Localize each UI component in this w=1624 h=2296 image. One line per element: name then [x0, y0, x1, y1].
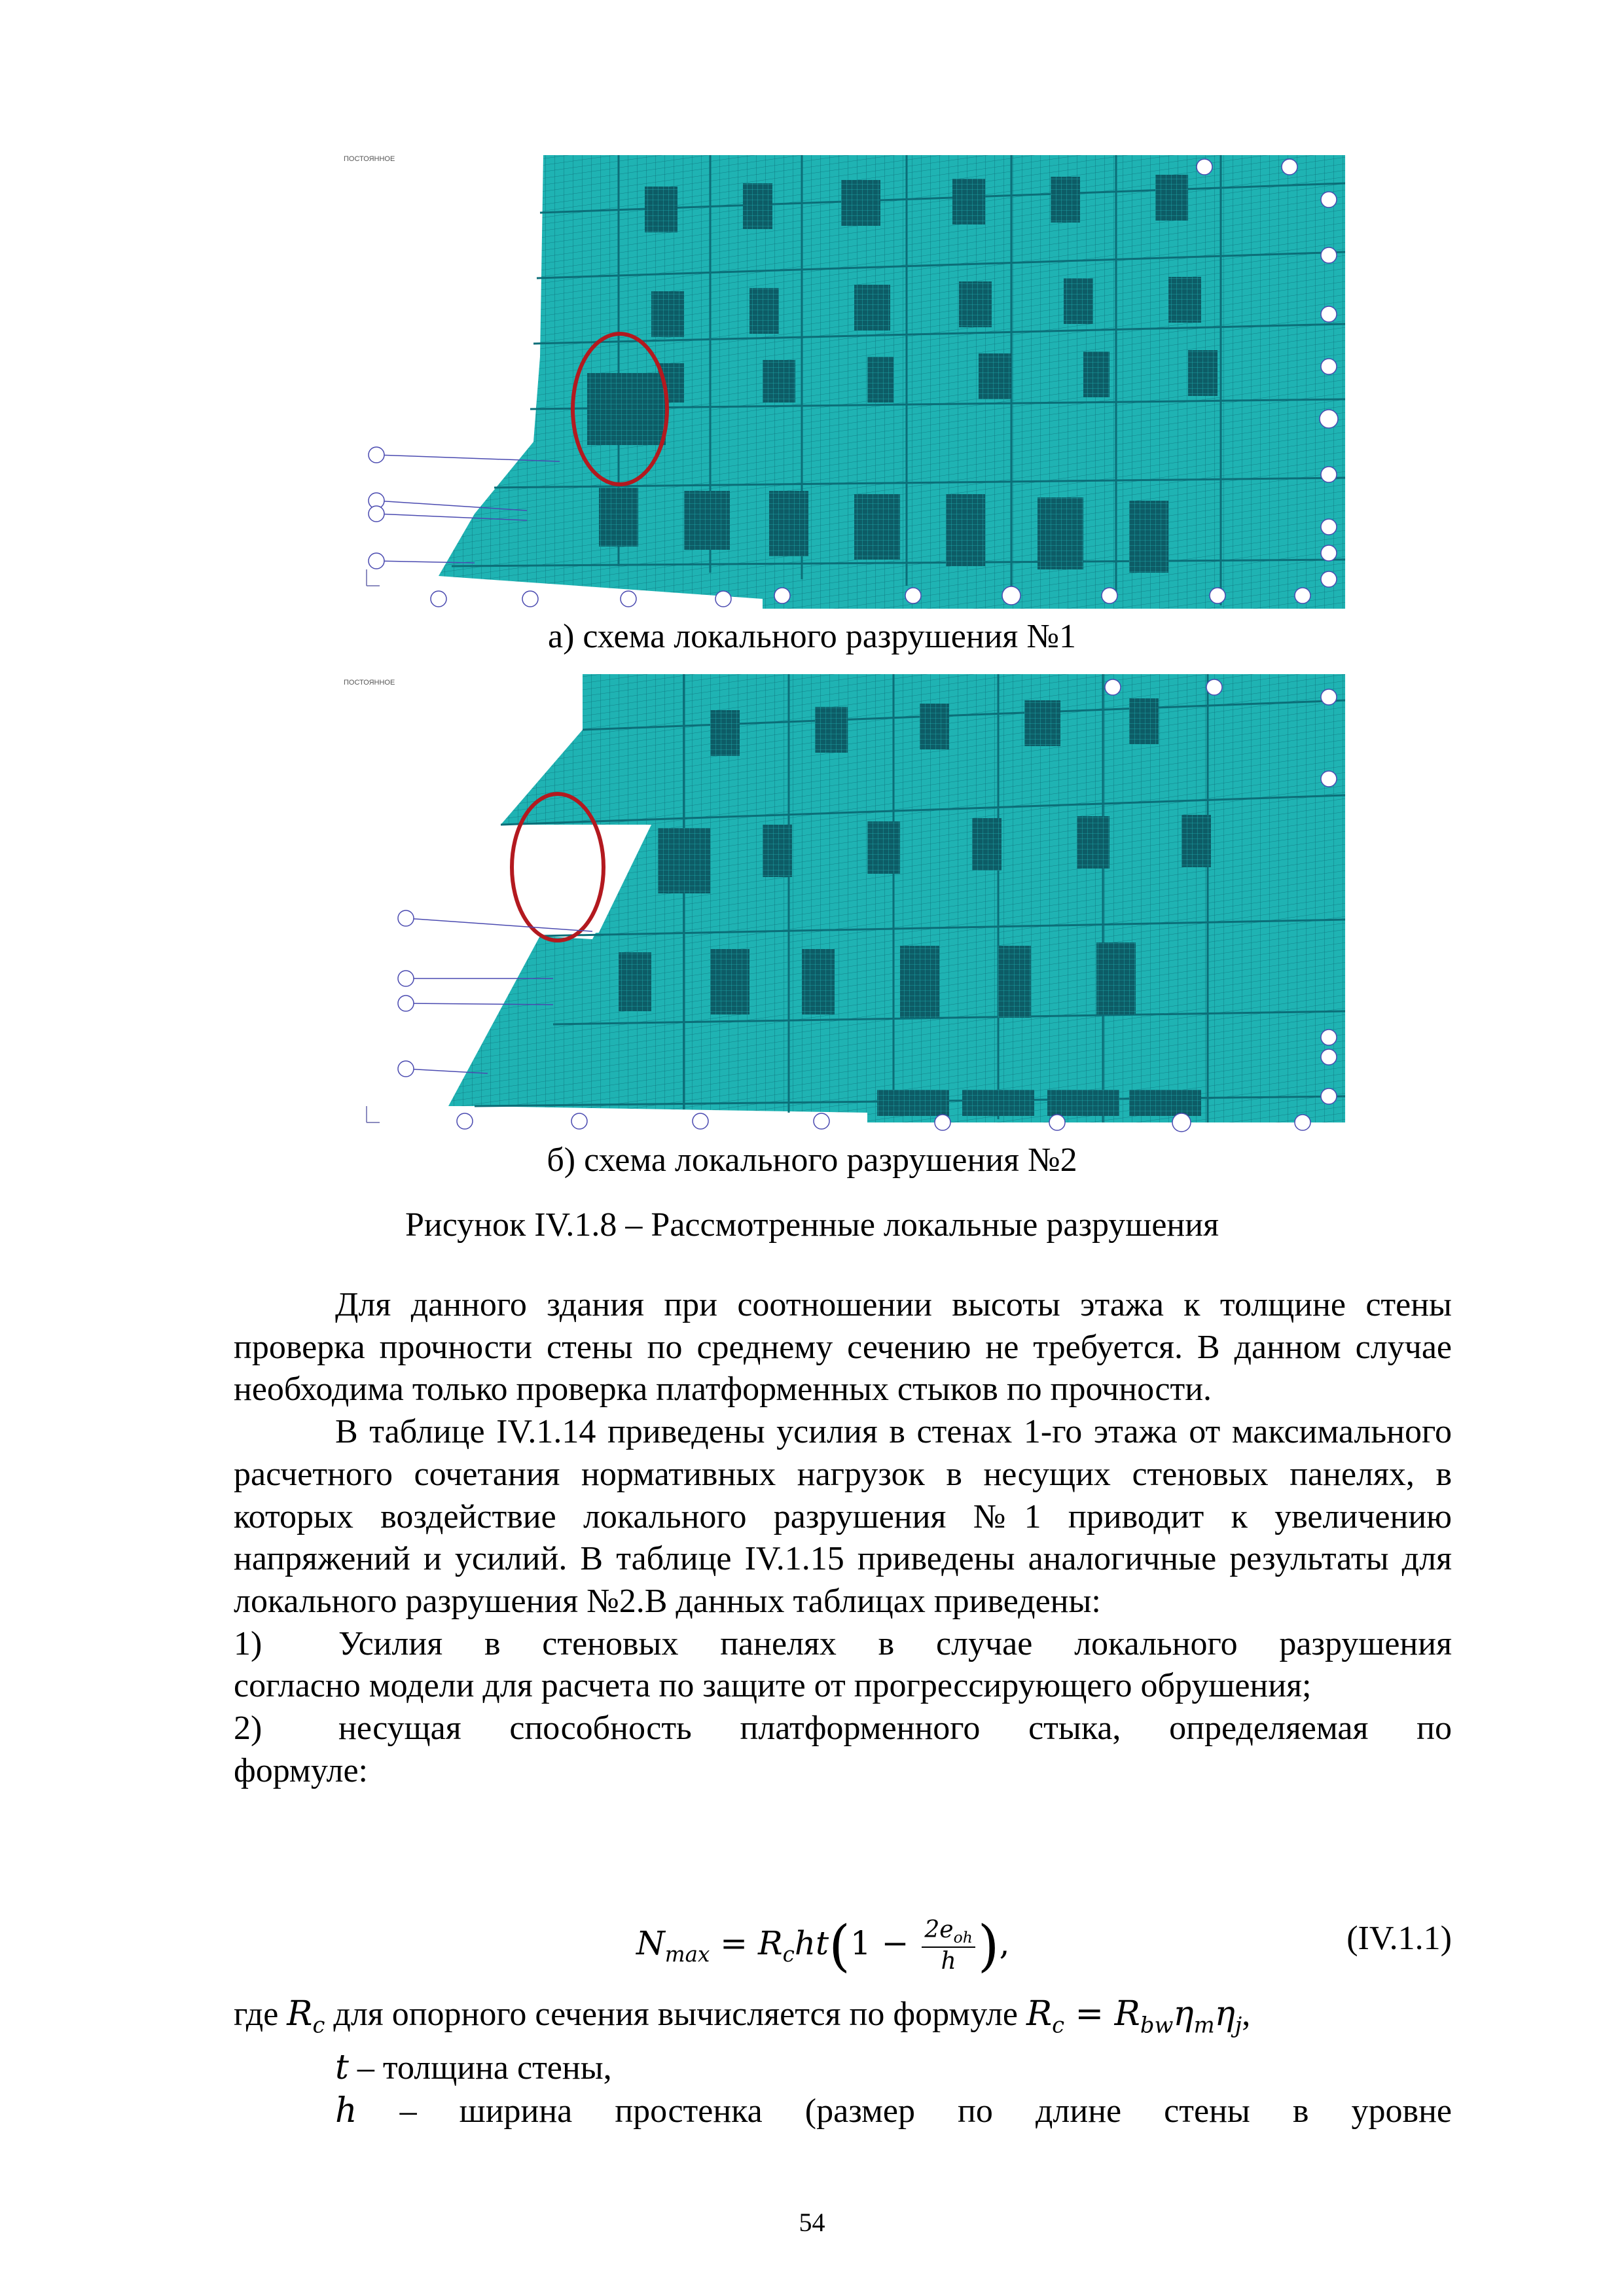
where-rc2: R: [1026, 1994, 1053, 2034]
list-item-2: [234, 1708, 1452, 1750]
figure-a: [344, 147, 1345, 617]
definition-h-symbol: h: [335, 2090, 357, 2130]
page-number: 54: [799, 2208, 825, 2237]
where-formula: [1026, 1994, 1242, 2038]
list-item-2-continuation: формуле:: [234, 1751, 369, 1789]
where-rc2-sub: c: [1052, 2012, 1065, 2038]
where-mid: для опорного сечения вычисляется по формуле: [325, 1996, 1026, 2033]
definition-t-text: – толщина стены,: [348, 2049, 612, 2087]
figure-b: [344, 671, 1345, 1141]
figure-b-axis-icon: [367, 1106, 380, 1122]
list-item-2-text: несущая способность платформенного стыка, определяемая по: [338, 1710, 1452, 1748]
where-rbw: R: [1114, 1994, 1140, 2034]
list-item-2-number: 2): [234, 1710, 262, 1748]
paragraph-1: Для данного здания при соотношении высоты этажа к толщине стены проверка прочности стены по среднему сечению не требуется. В данном случае необходима только проверка платформенных стыков по прочности.: [234, 1286, 1452, 1408]
where-rc: [287, 1994, 325, 2038]
where-rc-sub: c: [312, 2012, 325, 2038]
figure-caption: Рисунок IV.1.8 – Рассмотренные локальные разрушения: [405, 1206, 1219, 1244]
where-prefix: где: [234, 1996, 287, 2033]
formula-num-coef: 2e: [924, 1916, 954, 1944]
figure-a-destroyed-panel: [587, 373, 666, 445]
where-rbw-sub: bw: [1140, 2012, 1174, 2038]
figure-b-load-case-tag: ПОСТОЯННОЕ: [344, 679, 395, 687]
figure-b-building-model: [344, 671, 1345, 1141]
formula-r: R: [757, 1924, 783, 1962]
definition-t-symbol: t: [335, 2048, 349, 2088]
formula-num-sub: oh: [953, 1928, 973, 1947]
formula-comma: ,: [999, 1924, 1010, 1962]
formula-iv-1-1: [234, 1898, 1452, 1983]
formula-expression: [636, 1914, 1009, 1978]
list-item-1-continuation: согласно модели для расчета по защите от прогрессирующего обрушения;: [234, 1667, 1312, 1705]
list-item-1: [234, 1623, 1452, 1666]
where-eta-j: η: [1214, 1994, 1235, 2034]
formula-numerator: [922, 1916, 975, 1948]
where-rc-letter: R: [287, 1994, 313, 2034]
figure-a-load-case-tag: ПОСТОЯННОЕ: [344, 155, 395, 163]
where-eta-m: η: [1173, 1994, 1194, 2034]
definition-h: [234, 2090, 1452, 2133]
formula-r-sub: c: [782, 1942, 795, 1967]
where-eta-j-sub: j: [1235, 2012, 1242, 2038]
body-text-lower: [234, 1993, 1452, 2133]
figure-b-caption: б) схема локального разрушения №2: [547, 1141, 1077, 1179]
formula-denominator: h: [941, 1948, 956, 1975]
formula-close-paren: ): [977, 1914, 1000, 1978]
where-eta-m-sub: m: [1193, 2012, 1215, 2038]
list-item-1-text: Усилия в стеновых панелях в случае локального разрушения: [338, 1624, 1452, 1662]
formula-ht: ht: [794, 1924, 829, 1962]
where-line: [234, 1993, 1452, 2047]
formula-n: N: [636, 1924, 665, 1962]
formula-n-sub: max: [664, 1942, 710, 1967]
body-text-upper: [234, 1284, 1452, 1792]
paragraph-2: В таблице IV.1.14 приведены усилия в стенах 1-го этажа от максимального расчетного сочетания нормативных нагрузок в несущих стеновых панелях, в которых воздействие локального разрушения №1 приводит к увеличению напряжений и усилий. В таблице IV.1.15 приведены аналогичные результаты для локального разрушения №2.В данных таблицах приведены:: [234, 1413, 1452, 1620]
formula-one-minus: 1 −: [850, 1924, 920, 1962]
definition-t: [234, 2047, 1452, 2090]
formula-number: (IV.1.1): [1346, 1920, 1452, 1957]
figure-a-axis-icon: [367, 569, 380, 586]
where-eq: =: [1064, 1994, 1115, 2034]
where-end: ,: [1242, 1996, 1251, 2033]
formula-fraction: [922, 1916, 975, 1975]
formula-open-paren: (: [829, 1914, 850, 1978]
formula-equals: =: [710, 1924, 758, 1962]
figure-a-building-model: [344, 147, 1345, 617]
list-item-1-number: 1): [234, 1624, 262, 1662]
definition-h-text: – ширина простенка (размер по длине стены в уровне: [357, 2092, 1452, 2130]
figure-a-caption: а) схема локального разрушения №1: [548, 618, 1076, 655]
